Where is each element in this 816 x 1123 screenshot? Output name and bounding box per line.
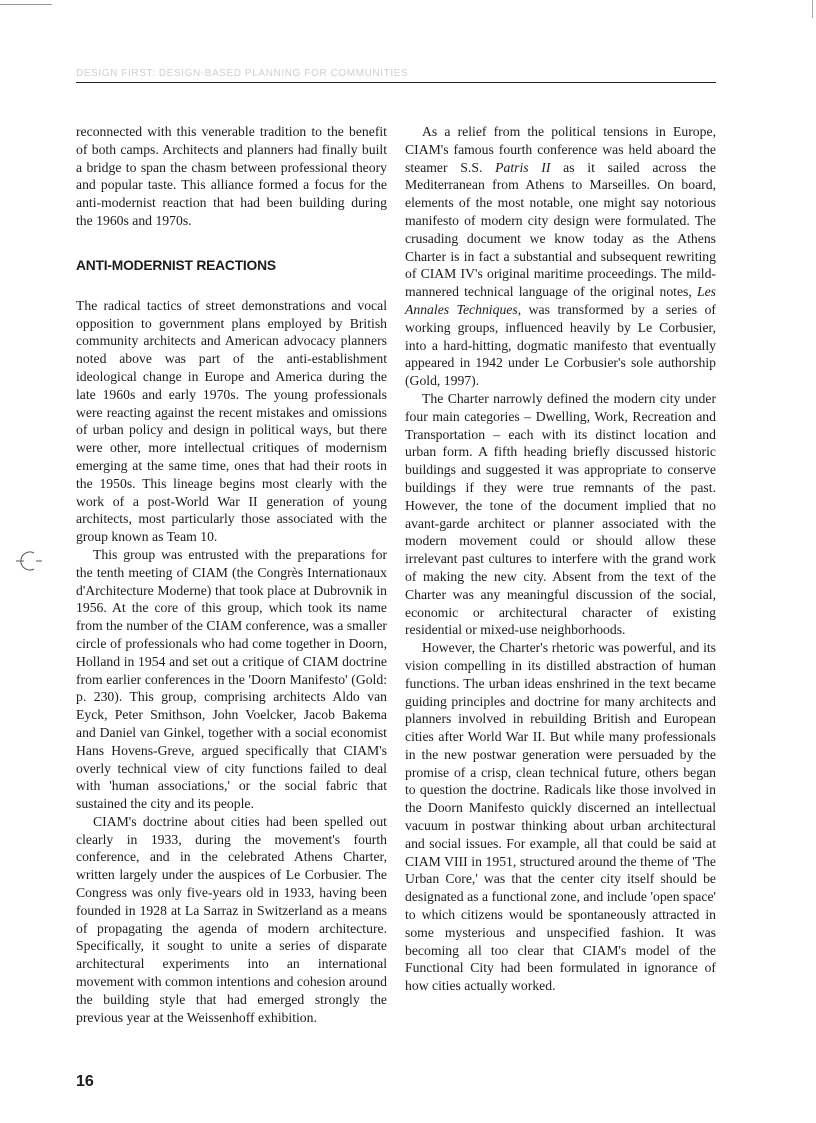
text-run: , was transformed by a series of working groups, influenced heavily by Le Corbusier, into a hard-hitting, dogmatic manifesto that eventually appeared in 1942 under Le Corbusier's sole authorship (Gold, 1997).: [405, 301, 716, 389]
right-column: [405, 123, 716, 995]
page-number: 16: [76, 1073, 94, 1090]
paragraph: The Charter narrowly defined the modern city under four main categories – Dwelling, Work, Recreation and Transportation – each with its distinct location and urban form. A fifth heading briefly discussed historic buildings and suggested it was appropriate to conserve buildings if they were true remnants of the past. However, the tone of the document implied that no avant-garde architect or planner associated with the modern movement could or should allow these irrelevant past cultures to interfere with the grand work of making the new city. Absent from the text of the Charter was any meaningful discussion of the social, economic or architectural character of existing residential or mixed-use neighborhoods.: [405, 390, 716, 638]
left-column: [76, 123, 387, 1026]
intro-paragraph: reconnected with this venerable tradition to the benefit of both camps. Architects and planners had finally built a bridge to span the chasm between professional theory and popular taste. This alliance formed a focus for the anti-modernist reaction that had been building during the 1960s and 1970s.: [76, 124, 387, 228]
registration-mark-icon: [16, 548, 42, 574]
ship-name: Patris II: [495, 159, 551, 175]
running-header: DESIGN FIRST: DESIGN-BASED PLANNING FOR COMMUNITIES: [76, 68, 716, 83]
section-heading: ANTI-MODERNIST REACTIONS: [76, 257, 276, 273]
paragraph: CIAM's doctrine about cities had been spelled out clearly in 1933, during the movement's fourth conference, and in the celebrated Athens Charter, written largely under the auspices of Le Corbusier. The Congress was only five-years old in 1933, having been founded in 1928 at La Sarraz in Switzerland as a means of propagating the agenda of modern architecture. Specifically, it sought to unite a series of disparate architectural experiments into an international movement with common intentions and cohesion around the building style that had emerged strongly the previous year at the Weissenhoff exhibition.: [76, 813, 387, 1025]
paragraph: This group was entrusted with the preparations for the tenth meeting of CIAM (the Congrès Internationaux d'Architecture Moderne) that took place at Dubrovnik in 1956. At the core of this group, which took its name from the number of the CIAM conference, was a smaller circle of professionals who had come together in Doorn, Holland in 1954 and set out a critique of CIAM doctrine from earlier conferences in the 'Doorn Manifesto' (Gold: p. 230). This group, comprising architects Aldo van Eyck, Peter Smithson, John Voelcker, Jacob Bakema and Daniel van Ginkel, together with a social economist Hans Hovens-Greve, argued specifically that CIAM's overly technical view of city functions failed to deal with 'human associations,' or the social fabric that sustained the city and its people.: [76, 546, 387, 812]
crop-mark-top-left: [0, 4, 52, 5]
publication-title: Les Annales Techniques: [405, 284, 716, 317]
text-run: As a relief from the political tensions in Europe, CIAM's famous fourth conference was held aboard the steamer S.S.: [405, 124, 716, 175]
crop-mark-top-right: [812, 0, 813, 18]
paragraph: However, the Charter's rhetoric was powerful, and its vision compelling in its distilled abstraction of human functions. The urban ideas enshrined in the text became guiding principles and doctrine for many architects and planners involved in rebuilding British and European cities after World War II. But while many professionals in the new postwar generation were persuaded by the promise of a crisp, clean technical future, others began to question the doctrine. Radicals like those involved in the Doorn Manifesto quickly discerned an intellectual vacuum in postwar thinking about urban architectural and social issues. For example, all that could be said at CIAM VIII in 1951, structured around the theme of 'The Urban Core,' was that the center city itself should be designated as a functional zone, and include 'open space' to which citizens would be spontaneously attracted in some mysterious and unspecified fashion. It was becoming all too clear that CIAM's model of the Functional City had been formulated in ignorance of how cities actually worked.: [405, 640, 716, 994]
paragraph: The radical tactics of street demonstrations and vocal opposition to government plans employed by British community architects and American advocacy planners noted above was part of the anti-establishment ideological change in Europe and America during the late 1960s and early 1970s. The young professionals were reacting against the recent mistakes and omissions of urban policy and design in political ways, but there were other, more intellectual critiques of modernism emerging at the same time, ones that had their roots in the 1950s. This lineage begins most clearly with the work of a post-World War II generation of young architects, most particularly those associated with the group known as Team 10.: [76, 297, 387, 545]
text-run: as it sailed across the Mediterranean from Athens to Marseilles. On board, elements of the most notable, one might say notorious manifesto of modern city design were formulated. The crusading document we know today as the Athens Charter is in fact a substantial and subsequent rewriting of CIAM IV's original maritime proceedings. The mild-mannered technical language of the original notes,: [405, 159, 716, 300]
paragraph: [405, 123, 716, 390]
